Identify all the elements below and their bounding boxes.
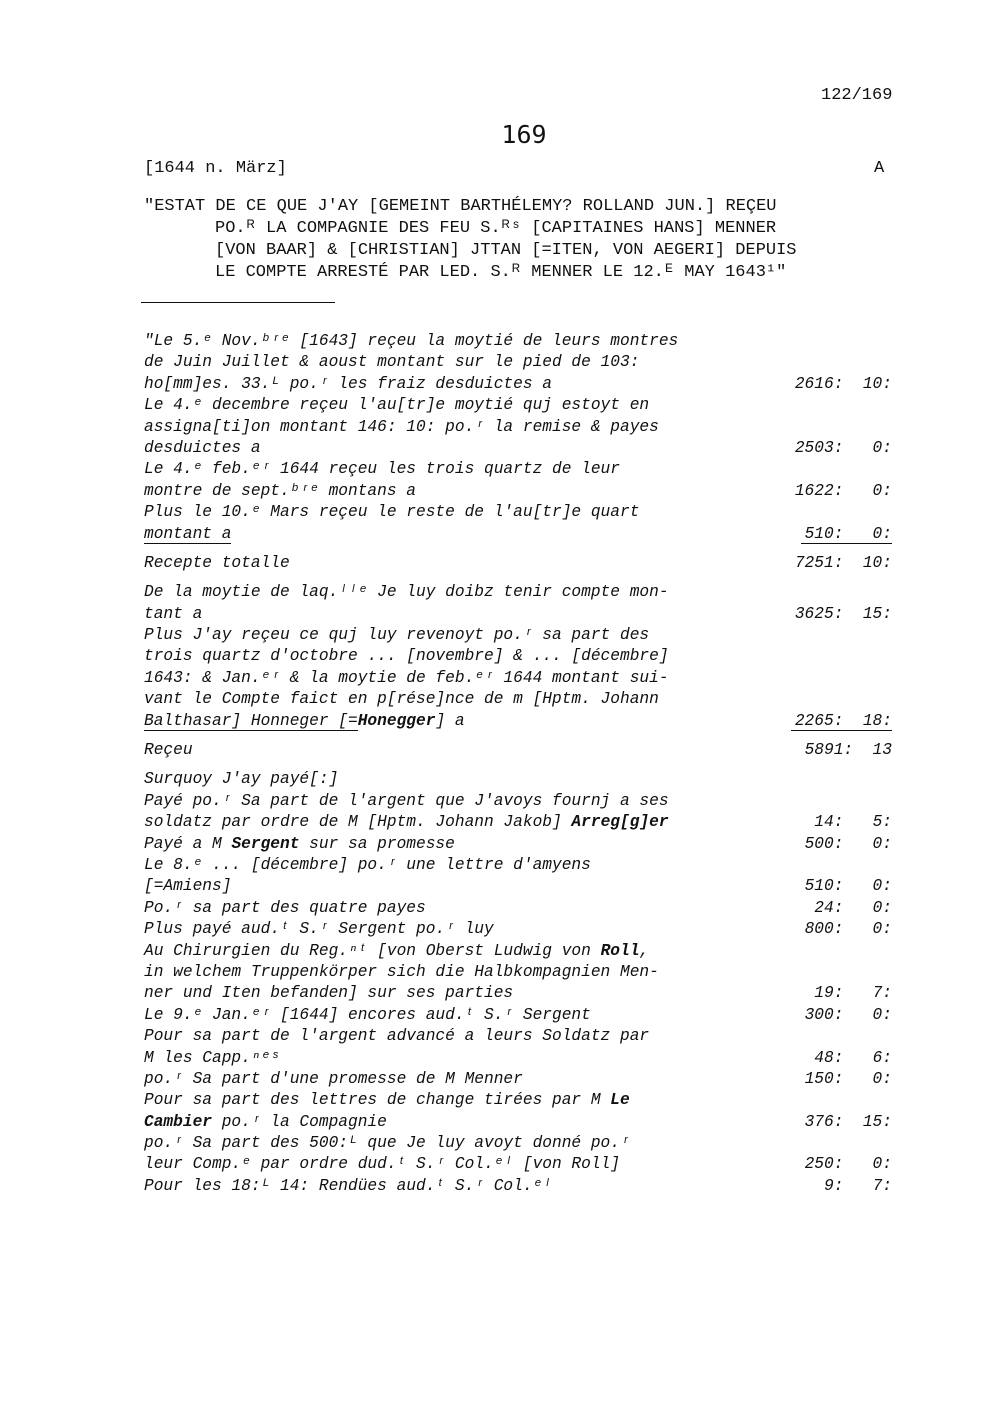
ledger-amount: 376: 15:: [804, 1112, 892, 1131]
section-letter: A: [874, 159, 885, 178]
ledger-line: [144, 1176, 894, 1197]
ledger-amount: 150: 0:: [804, 1069, 892, 1088]
ledger-line: [144, 481, 894, 502]
date-label: [1644 n. März]: [144, 159, 287, 178]
ledger-text: soldatz par ordre de M [Hptm. Johann Jakob]: [144, 813, 572, 832]
ledger-amount: 510: 0:: [788, 524, 892, 545]
ledger-text: trois quartz d'octobre ... [novembre] & ... [décembre]: [144, 647, 669, 666]
ledger-text-after: ] a: [435, 711, 465, 730]
ledger-line: [144, 1005, 894, 1026]
ledger-text: in welchem Truppenkörper sich die Halbkompagnien Men-: [144, 962, 659, 981]
ledger-line: [144, 1133, 894, 1154]
ledger-text: assigna[ti]on montant 146: 10: po.ʳ la remise & payes: [144, 417, 659, 436]
ledger-text: Plus J'ay reçeu ce quj luy revenoyt po.ʳ sa part des: [144, 626, 650, 645]
ledger-line: [144, 834, 894, 855]
ledger-line: [144, 417, 894, 438]
document-heading: [144, 196, 924, 284]
ledger-line: [144, 625, 894, 646]
ledger-amount: 14: 5:: [814, 813, 892, 832]
ledger-text: Balthasar] Honneger [=: [144, 711, 358, 730]
ledger-text: M les Capp.ⁿᵉˢ: [144, 1048, 280, 1067]
ledger-line: [144, 769, 894, 790]
ledger-text: Plus payé aud.ᵗ S.ʳ Sergent po.ʳ luy: [144, 920, 494, 939]
ledger-amount: 5891: 13: [804, 741, 892, 760]
ledger-spacer: [144, 761, 894, 769]
ledger-text: tant a: [144, 604, 203, 623]
ledger-bold-name: Le: [610, 1091, 630, 1110]
ledger-line: [144, 604, 894, 625]
ledger-line: [144, 668, 894, 689]
ledger-bold-name: Arreg[g]er: [571, 813, 669, 832]
ledger-amount: 500: 0:: [804, 834, 892, 853]
ledger-bold-name: Roll: [600, 941, 640, 960]
ledger-line: [144, 1112, 894, 1133]
ledger-amount: 9: 7:: [824, 1176, 892, 1195]
heading-line: PO.ᴿ LA COMPAGNIE DES FEU S.ᴿˢ [CAPITAINES HANS] MENNER: [215, 219, 777, 238]
ledger-line: [144, 711, 894, 732]
ledger-bold-name: Cambier: [144, 1112, 212, 1131]
ledger-amount: 48: 6:: [814, 1048, 892, 1067]
ledger-amount: 300: 0:: [804, 1005, 892, 1024]
ledger-text: Po.ʳ sa part des quatre payes: [144, 898, 426, 917]
ledger-text: desduictes a: [144, 438, 261, 457]
ledger-amount: 7251: 10:: [794, 553, 892, 572]
ledger-line: [144, 941, 894, 962]
ledger-text-after: sur sa promesse: [299, 834, 455, 853]
ledger-line: [144, 438, 894, 459]
ledger-line: [144, 983, 894, 1004]
ledger-line: [144, 855, 894, 876]
ledger-text: leur Comp.ᵉ par ordre dud.ᵗ S.ʳ Col.ᵉˡ [von Roll]: [144, 1155, 620, 1174]
ledger-line: [144, 1048, 894, 1069]
ledger-line: [144, 459, 894, 480]
ledger-text: de Juin Juillet & aoust montant sur le pied de 103:: [144, 353, 640, 372]
ledger-amount: 24: 0:: [814, 898, 892, 917]
ledger-text: Le 8.ᵉ ... [décembre] po.ʳ une lettre d'amyens: [144, 855, 591, 874]
ledger-amount: 800: 0:: [804, 920, 892, 939]
ledger-entries: [144, 331, 894, 1197]
ledger-line: [144, 791, 894, 812]
ledger-line: [144, 582, 894, 603]
page-number: 169: [501, 120, 547, 149]
ledger-text: ner und Iten befanden] sur ses parties: [144, 984, 514, 1003]
ledger-bold-name: Sergent: [231, 834, 300, 853]
ledger-text: "Le 5.ᵉ Nov.ᵇʳᵉ [1643] reçeu la moytié de leurs montres: [144, 332, 679, 350]
ledger-amount: 2503: 0:: [794, 438, 892, 457]
ledger-amount: 1622: 0:: [794, 481, 892, 500]
ledger-line: [144, 1154, 894, 1175]
ledger-bold-name: Honegger: [357, 711, 436, 730]
ledger-text: Payé a M: [144, 834, 232, 853]
ledger-text: Reçeu: [144, 741, 193, 760]
ledger-line: [144, 646, 894, 667]
ledger-text: Le 9.ᵉ Jan.ᵉʳ [1644] encores aud.ᵗ S.ʳ Sergent: [144, 1005, 591, 1024]
ledger-line: [144, 740, 894, 761]
ledger-line: [144, 876, 894, 897]
ledger-text: vant le Compte faict en p[rése]nce de m [Hptm. Johann: [144, 690, 659, 709]
ledger-text: De la moytie de laq.ˡˡᵉ Je luy doibz tenir compte mon-: [144, 583, 669, 602]
ledger-text: po.ʳ Sa part d'une promesse de M Menner: [144, 1069, 523, 1088]
ledger-spacer: [144, 545, 894, 553]
ledger-line: [144, 1090, 894, 1111]
ledger-line: [144, 898, 894, 919]
ledger-line: [144, 1069, 894, 1090]
ledger-line: [144, 1026, 894, 1047]
ledger-spacer: [144, 574, 894, 582]
ledger-text: montant a: [144, 524, 232, 543]
ledger-text: Pour sa part des lettres de change tirées par M: [144, 1091, 611, 1110]
ledger-text: Pour les 18:ᴸ 14: Rendües aud.ᵗ S.ʳ Col.ᵉˡ: [144, 1176, 552, 1195]
ledger-text-after: po.ʳ la Compagnie: [212, 1112, 387, 1131]
ledger-text: Surquoy J'ay payé[:]: [144, 770, 339, 789]
ledger-text: [=Amiens]: [144, 877, 232, 896]
ledger-line: [144, 395, 894, 416]
ledger-spacer: [144, 732, 894, 740]
ledger-amount: 510: 0:: [804, 877, 892, 896]
page-fraction: 122/169: [821, 86, 893, 105]
ledger-amount: 3625: 15:: [794, 604, 892, 623]
ledger-text-after: ,: [639, 941, 650, 960]
ledger-text: Payé po.ʳ Sa part de l'argent que J'avoys fournj a ses: [144, 791, 669, 810]
ledger-text: Au Chirurgien du Reg.ⁿᵗ [von Oberst Ludwig von: [144, 941, 601, 960]
ledger-text: montre de sept.ᵇʳᵉ montans a: [144, 481, 416, 500]
ledger-text: Le 4.ᵉ feb.ᵉʳ 1644 reçeu les trois quartz de leur: [144, 460, 620, 479]
ledger-line: [144, 524, 894, 545]
divider-rule: [141, 302, 335, 303]
ledger-text: Plus le 10.ᵉ Mars reçeu le reste de l'au[tr]e quart: [144, 503, 640, 522]
ledger-amount: 250: 0:: [804, 1155, 892, 1174]
ledger-text: 1643: & Jan.ᵉʳ & la moytie de feb.ᵉʳ 1644 montant sui-: [144, 668, 669, 687]
ledger-line: [144, 374, 894, 395]
ledger-line: [144, 553, 894, 574]
ledger-text: ho[mm]es. 33.ᴸ po.ʳ les fraiz desduictes a: [144, 374, 552, 393]
heading-line: [VON BAAR] & [CHRISTIAN] JTTAN [=ITEN, VON AEGERI] DEPUIS: [215, 241, 797, 260]
ledger-line: [144, 962, 894, 983]
ledger-amount: 2616: 10:: [794, 374, 892, 393]
ledger-line: [144, 352, 894, 373]
ledger-line: [144, 331, 894, 352]
heading-line: LE COMPTE ARRESTÉ PAR LED. S.ᴿ MENNER LE 12.ᴱ MAY 1643¹": [215, 263, 787, 282]
ledger-line: [144, 812, 894, 833]
ledger-line: [144, 919, 894, 940]
ledger-line: [144, 689, 894, 710]
ledger-text: Le 4.ᵉ decembre reçeu l'au[tr]e moytié quj estoyt en: [144, 396, 650, 415]
ledger-amount: 2265: 18:: [788, 711, 892, 732]
ledger-amount: 19: 7:: [814, 984, 892, 1003]
ledger-text: Pour sa part de l'argent advancé a leurs Soldatz par: [144, 1027, 650, 1046]
ledger-text: Recepte totalle: [144, 553, 290, 572]
heading-line: "ESTAT DE CE QUE J'AY [GEMEINT BARTHÉLEMY? ROLLAND JUN.] REÇEU: [144, 197, 777, 216]
ledger-line: [144, 502, 894, 523]
ledger-text: po.ʳ Sa part des 500:ᴸ que Je luy avoyt donné po.ʳ: [144, 1134, 630, 1153]
